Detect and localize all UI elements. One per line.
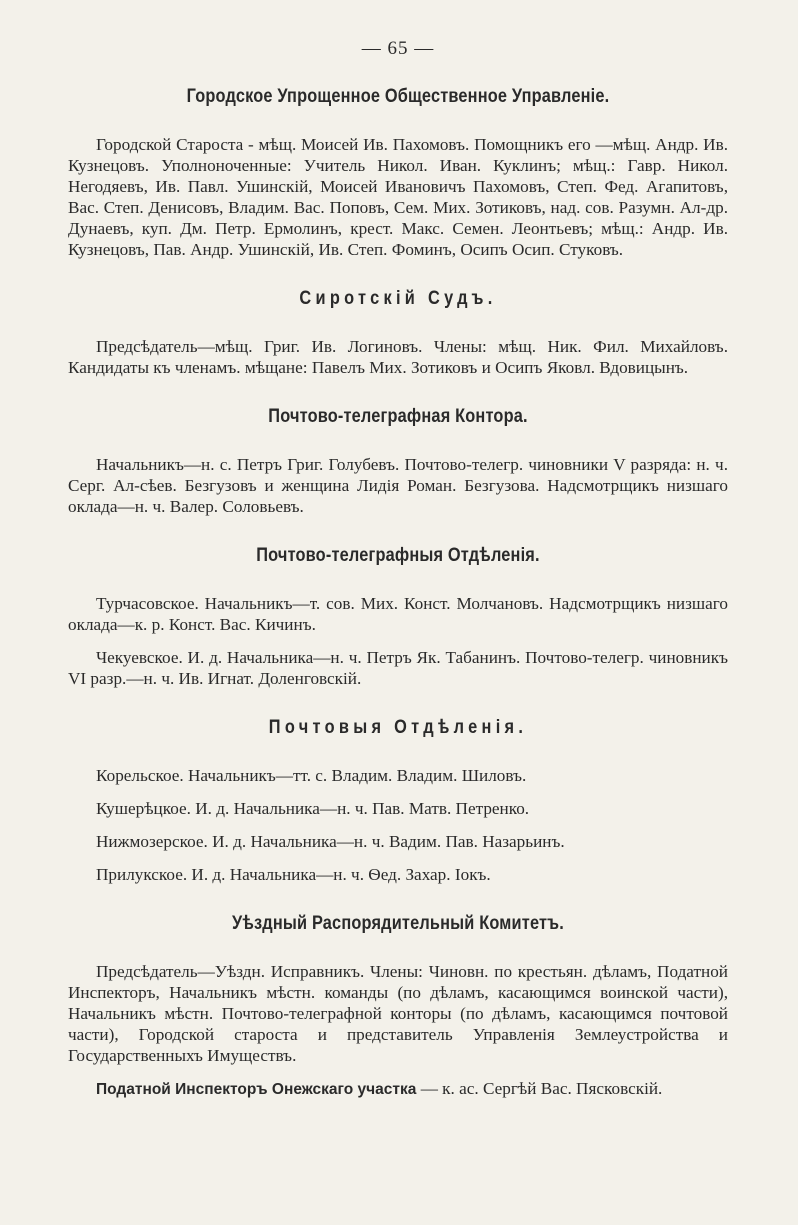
branch-entry-chekuevskoe: Чекуевское. И. д. Начальника—н. ч. Петръ Як. Табанинъ. Почтово-телегр. чиновникъ VI разр.—н. ч. Ив. Игнат. Доленговскій.	[68, 648, 728, 688]
tax-inspector-name: — к. ас. Сергѣй Вас. Пясковскій.	[416, 1079, 663, 1098]
tax-inspector-title: Податной Инспекторъ Онежскаго участка	[96, 1081, 417, 1098]
post-entry-nizhmozerskoe: Нижмозерское. И. д. Начальника—н. ч. Вадим. Пав. Назарьинъ.	[96, 832, 565, 851]
heading-post-branches: Почтовыя Отдѣленія.	[268, 717, 528, 738]
page-number: — 65 —	[361, 38, 435, 59]
heading-post-telegraph-office: Почтово-телеграфная Контора.	[268, 406, 528, 427]
post-entry-korelskoe: Корельское. Начальникъ—тт. с. Владим. Владим. Шиловъ.	[96, 766, 527, 785]
orphan-court-text: Предсѣдатель—мѣщ. Григ. Ив. Логиновъ. Члены: мѣщ. Ник. Фил. Михайловъ. Кандидаты къ членамъ. мѣщане: Павелъ Мих. Зотиковъ и Осипъ Яковл. Вдовицынъ.	[68, 337, 728, 377]
post-entry-prilukskoe: Прилукское. И. д. Начальника—н. ч. Ѳед. Захар. Іокъ.	[96, 865, 491, 884]
branch-entry-turchasovskoe: Турчасовское. Начальникъ—т. сов. Мих. Конст. Молчановъ. Надсмотрщикъ низшаго оклада—к. р. Конст. Вас. Кичинъ.	[68, 594, 728, 634]
post-entry-kusheretskoe: Кушерѣцкое. И. д. Начальника—н. ч. Пав. Матв. Петренко.	[96, 799, 530, 818]
post-telegraph-office-text: Начальникъ—н. с. Петръ Григ. Голубевъ. Почтово-телегр. чиновники V разряда: н. ч. Серг. Ал-сѣев. Безгузовъ и женщина Лидія Роман. Безгузова. Надсмотрщикъ низшаго оклада—н. ч. Валер. Соловьевъ.	[68, 455, 728, 516]
heading-city-council: Городское Упрощенное Общественное Управленіе.	[186, 86, 610, 107]
heading-post-telegraph-branches: Почтово-телеграфныя Отдѣленія.	[256, 545, 540, 566]
heading-district-committee: Уѣздный Распорядительный Комитетъ.	[232, 913, 564, 934]
city-council-text: Городской Староста - мѣщ. Моисей Ив. Пахомовъ. Помощникъ его —мѣщ. Андр. Ив. Кузнецовъ. Уполноноченные: Учитель Никол. Иван. Куклинъ; мѣщ.: Гавр. Никол. Негодяевъ, Ив. Павл. Ушинскій, Моисей Ивановичъ Пахомовъ, Степ. Фед. Агапитовъ, Вас. Степ. Денисовъ, Владим. Вас. Поповъ, Сем. Мих. Зотиковъ, над. сов. Разумн. Ал-др. Дунаевъ, куп. Дм. Петр. Ермолинъ, крест. Макс. Семен. Леонтьевъ; мѣщ.: Андр. Ив. Кузнецовъ, Пав. Андр. Ушинскій, Ив. Степ. Фоминъ, Осипъ Осип. Стуковъ.	[68, 135, 728, 259]
district-committee-text: Предсѣдатель—Уѣздн. Исправникъ. Члены: Чиновн. по крестьян. дѣламъ, Податной Инспекторъ, Начальникъ мѣстн. команды (по дѣламъ, касающимся воинской части), Начальникъ мѣстн. Почтово-телеграфной конторы (по дѣламъ, касающимся почтовой части), Городской староста и представитель Управленія Землеустройства и Государственныхъ Имуществъ.	[68, 962, 728, 1065]
heading-orphan-court: Сиротскій Судъ.	[299, 288, 497, 309]
tax-inspector-entry	[68, 1078, 728, 1100]
